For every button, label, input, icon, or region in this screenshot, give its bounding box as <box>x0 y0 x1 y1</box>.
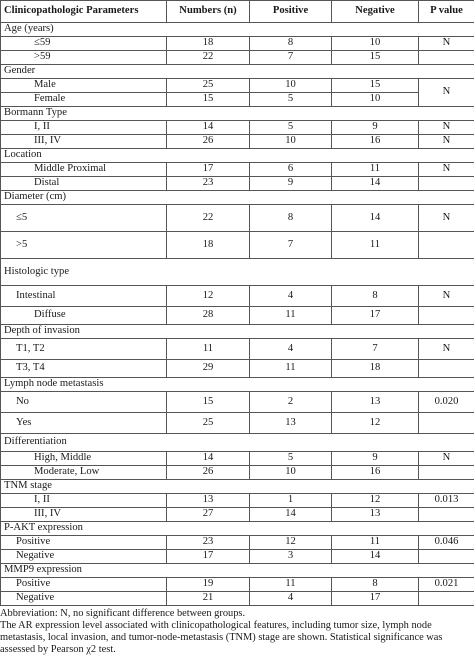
cell-negative: 17 <box>332 307 419 325</box>
cell-positive: 4 <box>250 339 332 360</box>
group-label: MMP9 expression <box>1 564 474 578</box>
table-row <box>1 339 474 360</box>
cell-positive: 14 <box>250 508 332 522</box>
row-label: T1, T2 <box>1 339 167 360</box>
cell-positive: 11 <box>250 360 332 378</box>
group-row-tnm-stage <box>1 480 474 494</box>
cell-p-value <box>419 508 474 522</box>
cell-positive: 5 <box>250 93 332 107</box>
table-row <box>1 79 474 93</box>
group-row-histologic-type <box>1 259 474 286</box>
row-label: Diffuse <box>1 307 167 325</box>
row-label: T3, T4 <box>1 360 167 378</box>
cell-numbers: 27 <box>167 508 250 522</box>
cell-negative: 15 <box>332 79 419 93</box>
cell-numbers: 12 <box>167 286 250 307</box>
table-row <box>1 307 474 325</box>
cell-negative: 14 <box>332 550 419 564</box>
row-label: III, IV <box>1 135 167 149</box>
group-row-mmp9-expression <box>1 564 474 578</box>
group-label: Age (years) <box>1 23 474 37</box>
header-negative: Negative <box>332 1 419 23</box>
cell-numbers: 15 <box>167 93 250 107</box>
table-row <box>1 360 474 378</box>
row-label: III, IV <box>1 508 167 522</box>
cell-negative: 12 <box>332 494 419 508</box>
cell-negative: 12 <box>332 413 419 434</box>
group-label: Histologic type <box>1 259 474 286</box>
cell-p-value <box>419 232 474 259</box>
cell-numbers: 18 <box>167 232 250 259</box>
table-row <box>1 494 474 508</box>
group-row-p-akt-expression <box>1 522 474 536</box>
cell-numbers: 23 <box>167 177 250 191</box>
cell-p-value: N <box>419 121 474 135</box>
row-label: Positive <box>1 536 167 550</box>
row-label: Yes <box>1 413 167 434</box>
group-row-gender <box>1 65 474 79</box>
cell-negative: 11 <box>332 163 419 177</box>
table-row <box>1 286 474 307</box>
group-label: Gender <box>1 65 474 79</box>
row-label: Distal <box>1 177 167 191</box>
cell-numbers: 22 <box>167 205 250 232</box>
row-label: ≤5 <box>1 205 167 232</box>
cell-negative: 14 <box>332 177 419 191</box>
cell-p-value <box>419 360 474 378</box>
cell-p-value: N <box>419 163 474 177</box>
cell-positive: 10 <box>250 79 332 93</box>
row-label: Positive <box>1 578 167 592</box>
table-row <box>1 392 474 413</box>
cell-negative: 18 <box>332 360 419 378</box>
cell-positive: 11 <box>250 578 332 592</box>
cell-numbers: 11 <box>167 339 250 360</box>
cell-positive: 7 <box>250 51 332 65</box>
cell-negative: 11 <box>332 536 419 550</box>
row-label: Middle Proximal <box>1 163 167 177</box>
row-label: Negative <box>1 592 167 606</box>
cell-negative: 16 <box>332 466 419 480</box>
cell-p-value <box>419 51 474 65</box>
footnote-description: The AR expression level associated with clinicopathological features, including tumor size, lymph node metastasis, local invasion, and tumor-node-metastasis (TNM) stage are shown. Statistical significance was assessed by Pearson χ2 test. <box>0 620 472 656</box>
header-parameters: Clinicopathologic Parameters <box>1 1 167 23</box>
cell-positive: 4 <box>250 286 332 307</box>
table-row <box>1 508 474 522</box>
group-label: Depth of invasion <box>1 325 474 339</box>
cell-positive: 10 <box>250 135 332 149</box>
group-label: Diameter (cm) <box>1 191 474 205</box>
cell-positive: 4 <box>250 592 332 606</box>
cell-numbers: 15 <box>167 392 250 413</box>
row-label: Moderate, Low <box>1 466 167 480</box>
cell-negative: 9 <box>332 452 419 466</box>
cell-numbers: 23 <box>167 536 250 550</box>
group-row-location <box>1 149 474 163</box>
cell-p-value: N <box>419 205 474 232</box>
row-label: Negative <box>1 550 167 564</box>
cell-positive: 6 <box>250 163 332 177</box>
cell-p-value: 0.046 <box>419 536 474 550</box>
table-row <box>1 592 474 606</box>
row-label: No <box>1 392 167 413</box>
table-row <box>1 578 474 592</box>
cell-negative: 7 <box>332 339 419 360</box>
cell-p-value <box>419 592 474 606</box>
table-row <box>1 51 474 65</box>
cell-p-value <box>419 413 474 434</box>
cell-positive: 13 <box>250 413 332 434</box>
cell-numbers: 14 <box>167 121 250 135</box>
cell-p-value <box>419 307 474 325</box>
cell-numbers: 26 <box>167 466 250 480</box>
cell-numbers: 26 <box>167 135 250 149</box>
group-row-lymph-node-metastasis <box>1 378 474 392</box>
cell-numbers: 17 <box>167 163 250 177</box>
cell-positive: 8 <box>250 37 332 51</box>
cell-negative: 8 <box>332 578 419 592</box>
group-label: Bormann Type <box>1 107 474 121</box>
header-p-value: P value <box>419 1 474 23</box>
group-row-depth-of-invasion <box>1 325 474 339</box>
cell-numbers: 14 <box>167 452 250 466</box>
group-label: Location <box>1 149 474 163</box>
table-row <box>1 205 474 232</box>
table-header-row <box>1 1 474 23</box>
cell-positive: 5 <box>250 121 332 135</box>
cell-numbers: 18 <box>167 37 250 51</box>
table-row <box>1 413 474 434</box>
row-label: I, II <box>1 121 167 135</box>
cell-positive: 12 <box>250 536 332 550</box>
row-label: Intestinal <box>1 286 167 307</box>
cell-negative: 13 <box>332 392 419 413</box>
table-row <box>1 232 474 259</box>
cell-negative: 13 <box>332 508 419 522</box>
cell-p-value: N <box>419 37 474 51</box>
row-label: >59 <box>1 51 167 65</box>
table-row <box>1 177 474 191</box>
cell-p-value <box>419 466 474 480</box>
group-label: P-AKT expression <box>1 522 474 536</box>
row-label: High, Middle <box>1 452 167 466</box>
row-label: I, II <box>1 494 167 508</box>
cell-numbers: 25 <box>167 79 250 93</box>
cell-numbers: 29 <box>167 360 250 378</box>
cell-positive: 8 <box>250 205 332 232</box>
cell-negative: 15 <box>332 51 419 65</box>
table-row <box>1 37 474 51</box>
cell-p-value <box>419 177 474 191</box>
table-row <box>1 536 474 550</box>
table-row <box>1 452 474 466</box>
footnote-abbreviation: Abbreviation: N, no significant difference between groups. <box>0 608 472 620</box>
cell-positive: 3 <box>250 550 332 564</box>
header-positive: Positive <box>250 1 332 23</box>
cell-negative: 14 <box>332 205 419 232</box>
cell-numbers: 28 <box>167 307 250 325</box>
cell-positive: 7 <box>250 232 332 259</box>
group-label: Differentiation <box>1 434 474 452</box>
cell-negative: 11 <box>332 232 419 259</box>
group-row-age <box>1 23 474 37</box>
cell-p-value: N <box>419 135 474 149</box>
row-label: Female <box>1 93 167 107</box>
cell-negative: 10 <box>332 93 419 107</box>
group-row-diameter <box>1 191 474 205</box>
table-row <box>1 550 474 564</box>
cell-positive: 9 <box>250 177 332 191</box>
cell-numbers: 21 <box>167 592 250 606</box>
table-row <box>1 93 474 107</box>
table-row <box>1 121 474 135</box>
cell-numbers: 17 <box>167 550 250 564</box>
row-label: ≤59 <box>1 37 167 51</box>
cell-positive: 1 <box>250 494 332 508</box>
cell-numbers: 19 <box>167 578 250 592</box>
cell-negative: 10 <box>332 37 419 51</box>
table-row <box>1 163 474 177</box>
cell-p-value: N <box>419 452 474 466</box>
cell-negative: 16 <box>332 135 419 149</box>
cell-positive: 10 <box>250 466 332 480</box>
group-row-differentiation <box>1 434 474 452</box>
cell-p-value: 0.013 <box>419 494 474 508</box>
cell-p-value: N <box>419 79 474 107</box>
table-row <box>1 466 474 480</box>
header-numbers: Numbers (n) <box>167 1 250 23</box>
group-label: TNM stage <box>1 480 474 494</box>
cell-numbers: 22 <box>167 51 250 65</box>
cell-numbers: 25 <box>167 413 250 434</box>
group-row-bormann-type <box>1 107 474 121</box>
row-label: Male <box>1 79 167 93</box>
table-footnote <box>0 606 474 656</box>
cell-p-value: N <box>419 286 474 307</box>
cell-p-value <box>419 550 474 564</box>
cell-negative: 9 <box>332 121 419 135</box>
row-label: >5 <box>1 232 167 259</box>
cell-positive: 11 <box>250 307 332 325</box>
cell-positive: 5 <box>250 452 332 466</box>
cell-p-value: 0.021 <box>419 578 474 592</box>
cell-positive: 2 <box>250 392 332 413</box>
cell-negative: 8 <box>332 286 419 307</box>
cell-p-value: 0.020 <box>419 392 474 413</box>
table-row <box>1 135 474 149</box>
group-label: Lymph node metastasis <box>1 378 474 392</box>
cell-p-value: N <box>419 339 474 360</box>
cell-negative: 17 <box>332 592 419 606</box>
cell-numbers: 13 <box>167 494 250 508</box>
